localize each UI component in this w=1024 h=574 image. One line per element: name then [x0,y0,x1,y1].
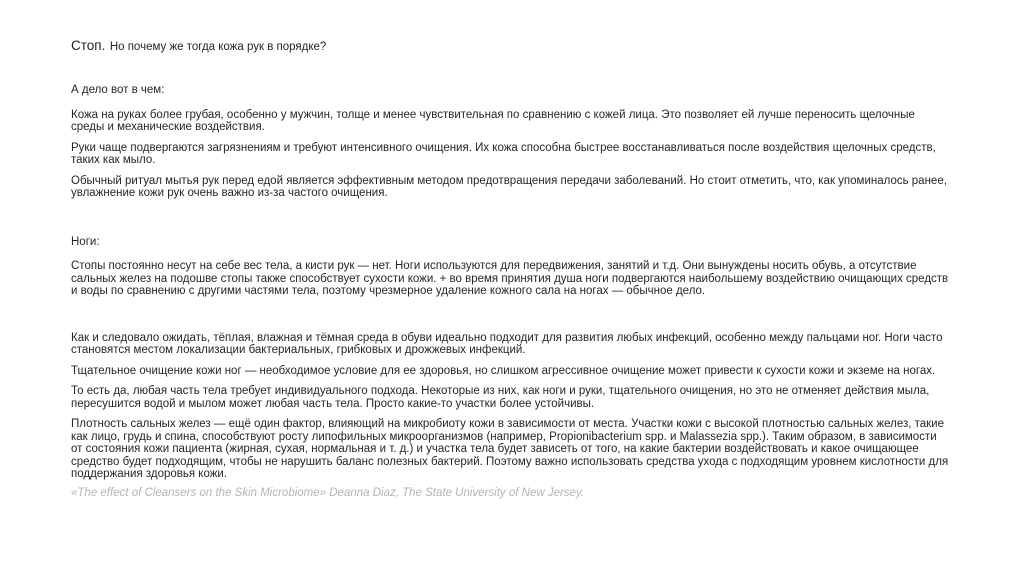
feet-paragraph-4: То есть да, любая часть тела требует индивидуального подхода. Некоторые из них, как ноги и руки, тщательного очищения, но это не отменяет действия мыла, пересушится водой и мылом может любая часть тела. Просто какие-то участки более устойчивы. [71,385,930,410]
slide-title [71,38,951,55]
feet-paragraph-2: Как и следовало ожидать, тёплая, влажная и тёмная среда в обуви идеально подходит для развития любых инфекций, особенно между пальцами ног. Ноги часто становятся местом локализации бактериальных, грибковых и дрожжевых инфекций. [71,331,943,356]
title-subtitle: Но почему же тогда кожа рук в порядке? [109,41,327,53]
hands-paragraph-3: Обычный ритуал мытья рук перед едой является эффективным методом предотвращения передачи заболеваний. Но стоит отметить, что, как упоминалось ранее, увлажнение кожи рук очень важно из-за частого очищения. [71,174,947,199]
intro-text: А дело вот в чем: [71,84,165,96]
feet-paragraph-3: Тщательное очищение кожи ног — необходимое условие для ее здоровья, но слишком агрессивное очищение может привести к сухости кожи и экземе на ногах. [71,364,936,377]
hands-paragraph-2: Руки чаще подвергаются загрязнениям и требуют интенсивного очищения. Их кожа способна быстрее восстанавливаться после воздействия щелочных средств, таких как мыло. [71,141,936,166]
hands-paragraph-1: Кожа на руках более грубая, особенно у мужчин, толще и менее чувствительная по сравнению с кожей лица. Это позволяет ей лучше переносить щелочные среды и механические воздействия. [71,108,915,133]
feet-paragraph-1: Стопы постоянно несут на себе вес тела, а кисти рук — нет. Ноги используются для передвижения, занятий и т.д. Они вынуждены носить обувь, а отсутствие сальных желез на подошве стопы также способствует сухости кожи. + во время принятия душа ноги подвергаются наибольшему воздействию очищающих средств и воды по сравнению с другими частями тела, поэтому чрезмерное удаление кожного сала на ногах — обычное дело. [71,260,949,297]
source-citation: «The effect of Cleansers on the Skin Microbiome» Deanna Diaz, The State University of New Jersey. [71,486,585,499]
title-main: Стоп. [71,38,106,53]
feet-heading: Ноги: [71,235,100,248]
slide-content [71,38,951,499]
sebaceous-paragraph: Плотность сальных желез — ещё один фактор, влияющий на микробиоту кожи в зависимости от места. Участки кожи с высокой плотностью сальных желез, такие как лицо, грудь и спина, способствуют росту липофильных микроорганизмов (например, Propionibacterium spp. и Malassezia spp.). Таким образом, в зависимости от состояния кожи пациента (жирная, сухая, нормальная и т. д.) и участка тела будет зависеть от того, на какие бактерии воздействовать и какое очищающее средство будет подходящим, чтобы не нарушить баланс полезных бактерий. Поэтому важно использовать средства ухода с подходящим уровнем кислотности для поддержания здоровья кожи. [71,418,949,480]
